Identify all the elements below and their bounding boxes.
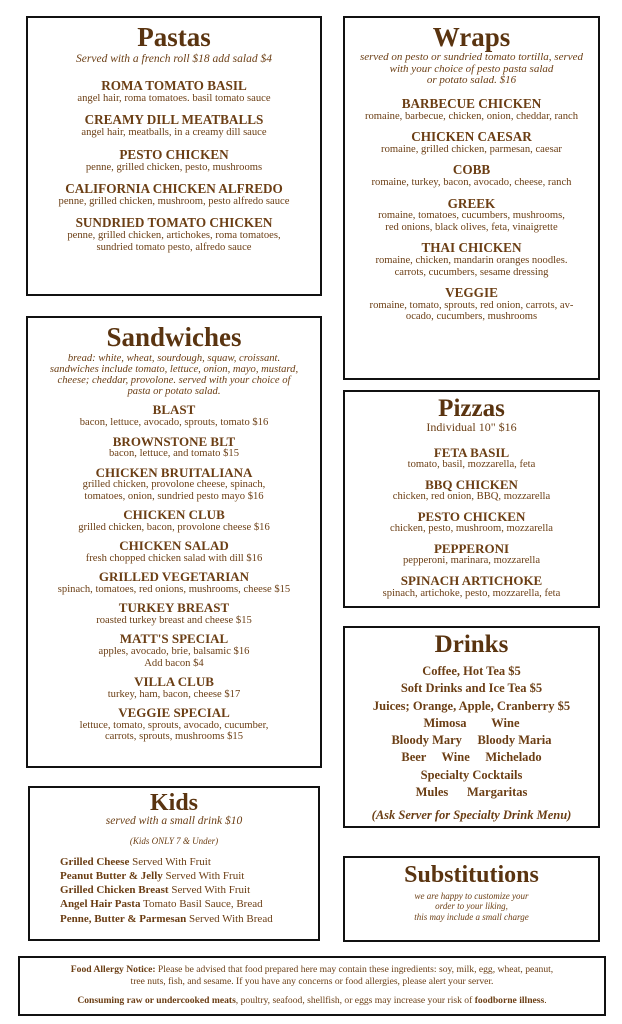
- menu-item-name: CHICKEN BRUITALIANA: [95, 464, 253, 480]
- sandwiches-subtitle-line: sandwiches include tomato, lettuce, onion, mayo, mustard,: [49, 364, 299, 376]
- sandwiches-items: [28, 403, 320, 742]
- menu-item-desc: chicken, pesto, mushroom, mozzarella: [390, 523, 553, 535]
- menu-item: [28, 466, 320, 503]
- drink-line: Juices; Orange, Apple, Cranberry $5: [372, 698, 571, 713]
- menu-item: [28, 79, 320, 104]
- menu-item-desc: penne, grilled chicken, pesto, mushrooms: [85, 161, 263, 173]
- menu-item-name: FETA BASIL: [433, 444, 510, 460]
- menu-item-name: BARBECUE CHICKEN: [401, 95, 542, 111]
- drinks-lines: [345, 663, 598, 801]
- menu-item: [28, 508, 320, 533]
- allergy-text-1: Please be advised that food prepared here may contain these ingredients: soy, milk, egg, wheat, peanut,: [155, 964, 554, 975]
- menu-item: [345, 446, 598, 471]
- kids-title: Kids: [149, 790, 199, 816]
- kids-item: [60, 897, 318, 911]
- menu-item-desc: romaine, turkey, bacon, avocado, cheese, ranch: [371, 177, 572, 189]
- menu-item: [345, 130, 598, 155]
- menu-item-desc: romaine, chicken, mandarin oranges noodles.: [375, 255, 568, 267]
- menu-item: [28, 182, 320, 207]
- menu-item: [345, 574, 598, 599]
- menu-item-desc: bacon, lettuce, and tomato $15: [108, 448, 240, 460]
- menu-item: [28, 632, 320, 669]
- menu-item-name: SPINACH ARTICHOKE: [400, 572, 543, 588]
- drink-line: Mules Margaritas: [415, 784, 528, 799]
- drinks-note: (Ask Server for Specialty Drink Menu): [371, 808, 572, 822]
- pizzas-items: [345, 446, 598, 599]
- menu-item-name: BLAST: [152, 402, 196, 418]
- menu-item-desc: spinach, artichoke, pesto, mozzarella, feta: [382, 587, 561, 599]
- pizzas-title: Pizzas: [438, 395, 505, 422]
- menu-item-desc: pepperoni, marinara, mozzarella: [402, 555, 541, 567]
- drink-line: Soft Drinks and Ice Tea $5: [400, 681, 543, 696]
- menu-item-desc: angel hair, meatballs, in a creamy dill sauce: [81, 127, 267, 139]
- sandwiches-title: Sandwiches: [106, 322, 242, 352]
- menu-item: [345, 478, 598, 503]
- menu-item-name: COBB: [452, 162, 491, 178]
- raw-meat-text: , poultry, seafood, shellfish, or eggs may increase your risk of: [235, 994, 475, 1006]
- menu-item-desc: bacon, lettuce, avocado, sprouts, tomato $16: [79, 417, 269, 429]
- pizzas-section: [343, 390, 600, 608]
- menu-item-desc: turkey, ham, bacon, cheese $17: [107, 688, 241, 700]
- wraps-subtitle-line: served on pesto or sundried tomato tortilla, served: [359, 51, 584, 63]
- substitutions-title: Substitutions: [404, 862, 539, 888]
- menu-item-desc: romaine, grilled chicken, parmesan, caesar: [381, 143, 562, 155]
- menu-item-name: PEPPERONI: [433, 540, 510, 556]
- sandwiches-subtitle: [28, 353, 320, 397]
- drink-line: Mimosa Wine: [423, 715, 520, 730]
- allergy-notice: [18, 956, 606, 1016]
- menu-item: [28, 570, 320, 595]
- menu-item-name: CHICKEN SALAD: [119, 538, 229, 554]
- menu-item-desc: carrots, cucumbers, sesame dressing: [394, 266, 549, 278]
- kids-age-note: (Kids ONLY 7 & Under): [129, 836, 219, 847]
- menu-item-name: BROWNSTONE BLT: [112, 433, 236, 449]
- substitutions-line: we are happy to customize your: [414, 891, 529, 901]
- menu-item: [345, 241, 598, 278]
- kids-item-desc: Served With Fruit: [129, 855, 211, 868]
- wraps-subtitle: [345, 52, 598, 87]
- pastas-title: Pastas: [137, 22, 211, 52]
- allergy-text-2: tree nuts, fish, and sesame. If you have any concerns or food allergies, please alert your server.: [130, 976, 494, 988]
- kids-item: [60, 912, 318, 926]
- menu-item-desc: romaine, barbecue, chicken, onion, cheddar, ranch: [364, 110, 579, 122]
- wraps-subtitle-line: with your choice of pesto pasta salad: [389, 62, 554, 75]
- kids-item-name: Grilled Cheese: [60, 855, 130, 868]
- drink-line: Specialty Cocktails: [420, 767, 523, 782]
- menu-item-desc: spinach, tomatoes, red onions, mushrooms, cheese $15: [57, 583, 291, 595]
- menu-item-desc: carrots, sprouts, mushrooms $15: [104, 731, 243, 743]
- menu-item: [28, 706, 320, 743]
- substitutions-lines: [345, 891, 598, 922]
- menu-item-desc: apples, avocado, brie, balsamic $16: [98, 646, 250, 658]
- pastas-items: [28, 79, 320, 253]
- menu-item: [28, 216, 320, 253]
- wraps-section: [343, 16, 600, 380]
- sandwiches-subtitle-line: pasta or potato salad.: [127, 386, 221, 398]
- menu-item: [345, 286, 598, 323]
- kids-section: [28, 786, 320, 941]
- menu-item-desc: lettuce, tomato, sprouts, avocado, cucumber,: [79, 719, 269, 731]
- menu-item-name: ROMA TOMATO BASIL: [101, 78, 247, 94]
- kids-item-name: Penne, Butter & Parmesan: [60, 912, 187, 925]
- substitutions-section: [343, 856, 600, 942]
- menu-item-name: GRILLED VEGETARIAN: [98, 569, 250, 585]
- kids-item-desc: Tomato Basil Sauce, Bread: [140, 898, 263, 911]
- menu-item-name: GREEK: [447, 195, 496, 211]
- menu-item-name: MATT'S SPECIAL: [119, 631, 229, 647]
- menu-item-desc: romaine, tomato, sprouts, red onion, carrots, av-: [369, 299, 574, 311]
- menu-item-name: THAI CHICKEN: [421, 240, 522, 256]
- menu-item: [345, 163, 598, 188]
- kids-item: [60, 855, 318, 869]
- pastas-subtitle: Served with a french roll $18 add salad $4: [76, 53, 272, 65]
- menu-item: [28, 539, 320, 564]
- kids-item-name: Angel Hair Pasta: [60, 898, 141, 911]
- sandwiches-subtitle-line: bread: white, wheat, sourdough, squaw, croissant.: [67, 353, 281, 364]
- menu-item-desc: chicken, red onion, BBQ, mozzarella: [392, 491, 551, 503]
- allergy-label: Food Allergy Notice:: [70, 964, 156, 975]
- menu-item: [345, 510, 598, 535]
- drink-line: Beer Wine Michelado: [401, 750, 542, 765]
- menu-item-desc: tomato, basil, mozzarella, feta: [407, 459, 536, 471]
- menu-item-desc: romaine, tomatoes, cucumbers, mushrooms,: [378, 210, 565, 222]
- menu-item: [28, 435, 320, 460]
- kids-item-desc: Served With Bread: [186, 912, 273, 925]
- menu-item: [28, 675, 320, 700]
- wraps-items: [345, 97, 598, 323]
- menu-item: [28, 148, 320, 173]
- drinks-section: [343, 626, 600, 828]
- menu-item-name: TURKEY BREAST: [118, 600, 230, 616]
- menu-item-desc: roasted turkey breast and cheese $15: [96, 614, 252, 626]
- menu-item: [345, 97, 598, 122]
- kids-item-desc: Served With Fruit: [168, 884, 251, 897]
- menu-item-desc: angel hair, roma tomatoes. basil tomato sauce: [77, 92, 271, 104]
- sandwiches-subtitle-line: cheese; cheddar, provolone. served with your choice of: [57, 375, 291, 387]
- menu-item-name: VILLA CLUB: [134, 673, 214, 689]
- menu-item-desc: penne, grilled chicken, artichokes, roma tomatoes,: [67, 230, 281, 242]
- menu-item-desc: red onions, black olives, feta, vinaigrette: [385, 221, 558, 233]
- menu-item-name: BBQ CHICKEN: [425, 476, 518, 492]
- kids-item-name: Grilled Chicken Breast: [60, 884, 169, 897]
- menu-item-desc: grilled chicken, provolone cheese, spinach,: [82, 479, 266, 491]
- menu-item-desc: sundried tomato pesto, alfredo sauce: [96, 241, 252, 253]
- wraps-subtitle-line: or potato salad. $16: [426, 74, 517, 87]
- drinks-title: Drinks: [434, 631, 509, 658]
- sandwiches-section: [26, 316, 322, 768]
- menu-item-desc: tomatoes, onion, sundried pesto mayo $16: [84, 490, 264, 502]
- menu-item-desc: ocado, cucumbers, mushrooms: [405, 311, 538, 323]
- raw-meat-bold: Consuming raw or undercooked meats: [77, 994, 236, 1006]
- kids-item: [60, 883, 318, 897]
- drink-line: Bloody Mary Bloody Maria: [391, 733, 552, 747]
- menu-item-name: PESTO CHICKEN: [417, 508, 526, 524]
- kids-items: [60, 855, 318, 926]
- menu-item-desc: grilled chicken, bacon, provolone cheese $16: [78, 521, 270, 533]
- menu-item-name: SUNDRIED TOMATO CHICKEN: [75, 215, 273, 231]
- kids-item: [60, 869, 318, 883]
- pizzas-subtitle: Individual 10" $16: [426, 420, 517, 434]
- menu-item: [28, 113, 320, 138]
- menu-item-name: CREAMY DILL MEATBALLS: [84, 112, 264, 128]
- menu-item-name: PESTO CHICKEN: [119, 146, 229, 162]
- substitutions-line: this may include a small charge: [414, 911, 529, 922]
- menu-item-desc: fresh chopped chicken salad with dill $16: [85, 552, 263, 564]
- kids-item-name: Peanut Butter & Jelly: [60, 869, 163, 882]
- menu-item: [28, 601, 320, 626]
- menu-item-name: CHICKEN CLUB: [123, 507, 225, 523]
- menu-item: [345, 542, 598, 567]
- pastas-section: [26, 16, 322, 296]
- wraps-title: Wraps: [432, 22, 511, 52]
- menu-item: [345, 197, 598, 234]
- menu-item-name: VEGGIE SPECIAL: [118, 705, 230, 721]
- menu-item-name: VEGGIE: [445, 285, 498, 300]
- menu-item-name: CHICKEN CAESAR: [411, 128, 532, 144]
- kids-subtitle: served with a small drink $10: [105, 815, 243, 827]
- drink-line: Coffee, Hot Tea $5: [422, 664, 521, 678]
- kids-item-desc: Served With Fruit: [162, 869, 245, 882]
- menu-item-desc: penne, grilled chicken, mushroom, pesto alfredo sauce: [58, 195, 290, 207]
- menu-item-name: CALIFORNIA CHICKEN ALFREDO: [65, 180, 283, 196]
- foodborne-bold: foodborne illness: [474, 994, 545, 1006]
- raw-meat-tail: .: [544, 994, 547, 1006]
- menu-item-desc: Add bacon $4: [144, 657, 204, 669]
- substitutions-line: order to your liking,: [435, 901, 508, 912]
- menu-item: [28, 403, 320, 428]
